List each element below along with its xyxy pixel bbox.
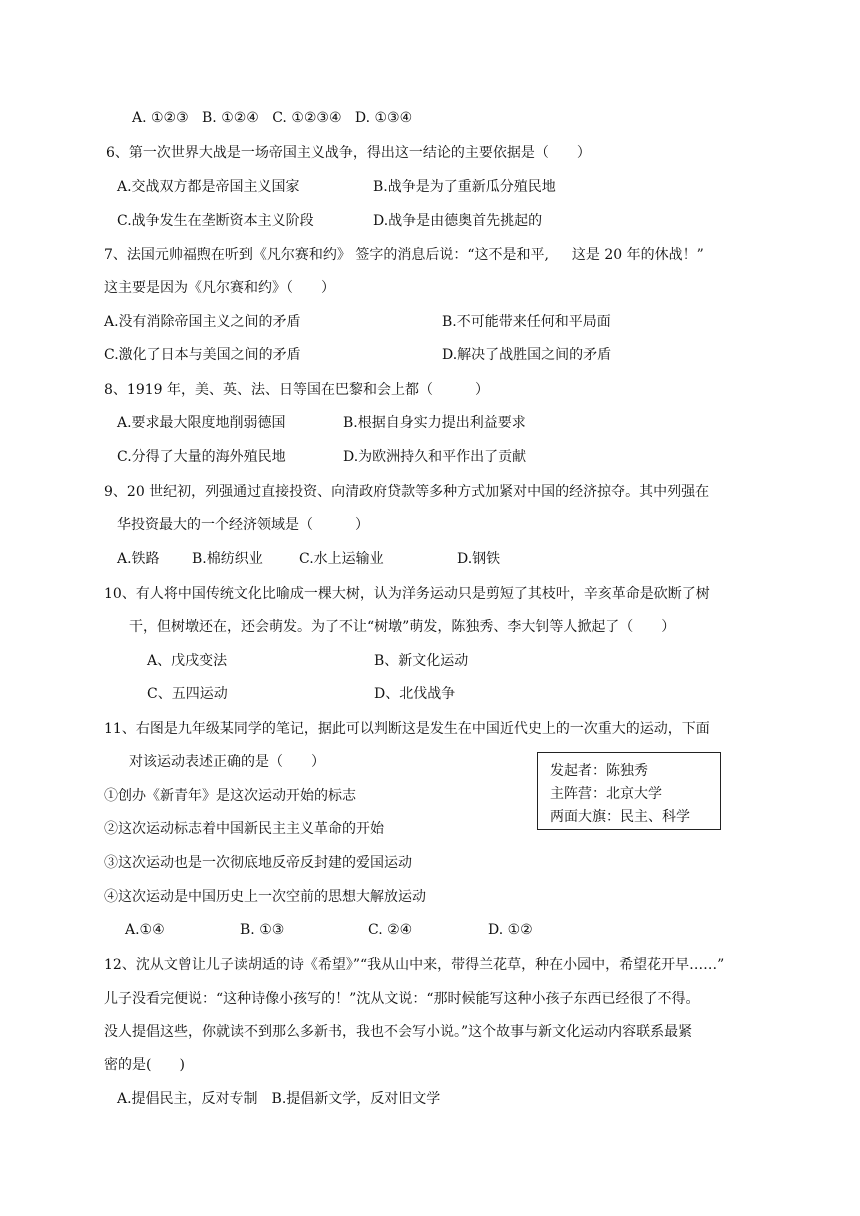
q9-stem-line1: 9、20 世纪初，列强通过直接投资、向清政府贷款等多种方式加紧对中国的经济掠夺。其中列强在	[104, 484, 710, 500]
q10-option-c: C、五四运动	[147, 686, 228, 702]
q11-option-d: D. ①②	[488, 922, 533, 938]
q10-option-d: D、北伐战争	[374, 686, 456, 702]
q7-stem-line2: 这主要是因为《凡尔赛和约》（ ）	[104, 280, 335, 296]
q10-stem-line1: 10、有人将中国传统文化比喻成一棵大树，认为洋务运动只是剪短了其枝叶，辛亥革命是砍断了树	[104, 586, 710, 602]
q11-option-c: C. ②④	[368, 922, 413, 938]
q11-stem-line2: 对该运动表述正确的是（ ）	[129, 754, 325, 770]
q11-stem-line1: 11、右图是九年级某同学的笔记，据此可以判断这是发生在中国近代史上的一次重大的运动，下面	[104, 721, 710, 737]
q9-option-a: A.铁路	[117, 551, 160, 567]
note-base: 主阵营：北京大学	[550, 786, 662, 802]
q7-stem-line1: 7、法国元帅福煦在听到《凡尔赛和约》 签字的消息后说：“这不是和平, 这是 20 年的休战！”	[104, 247, 704, 263]
note-initiator: 发起者：陈独秀	[550, 763, 648, 779]
q7-option-a: A.没有消除帝国主义之间的矛盾	[104, 314, 301, 330]
q8-option-c: C.分得了大量的海外殖民地	[117, 449, 286, 465]
q11-option-a: A.①④	[125, 922, 165, 938]
q11-option-b: B. ①③	[240, 922, 285, 938]
q12-options-ab: A.提倡民主，反对专制 B.提倡新文学，反对旧文学	[117, 1091, 441, 1107]
q8-option-d: D.为欧洲持久和平作出了贡献	[343, 449, 527, 465]
q8-stem: 8、1919 年，美、英、法、日等国在巴黎和会上都（ ）	[104, 382, 489, 398]
q7-option-b: B.不可能带来任何和平局面	[442, 314, 611, 330]
q11-statement-3: ③这次运动也是一次彻底地反帝反封建的爱国运动	[104, 855, 412, 871]
q11-statement-4: ④这次运动是中国历史上一次空前的思想大解放运动	[104, 889, 426, 905]
q5-options: A. ①②③ B. ①②④ C. ①②③④ D. ①③④	[132, 110, 413, 126]
q10-stem-line2: 干，但树墩还在，还会萌发。为了不让“树墩”萌发，陈独秀、李大钊等人掀起了（ ）	[129, 619, 676, 635]
q6-option-a: A.交战双方都是帝国主义国家	[117, 179, 300, 195]
q12-stem-line1: 12、沈从文曾让儿子读胡适的诗《希望》”“我从山中来，带得兰花草，种在小园中，希望花开早……”	[104, 957, 725, 973]
q9-option-d: D.钢铁	[457, 551, 501, 567]
q8-option-a: A.要求最大限度地削弱德国	[117, 415, 286, 431]
q6-stem: 6、第一次世界大战是一场帝国主义战争，得出这一结论的主要依据是（ ）	[106, 145, 591, 161]
q7-option-d: D.解决了战胜国之间的矛盾	[442, 347, 612, 363]
q9-option-b: B.棉纺织业	[192, 551, 263, 567]
q10-option-a: A、戊戌变法	[147, 653, 228, 669]
q12-stem-line2: 儿子没看完便说：“这种诗像小孩写的！”沈从文说：“那时候能写这种小孩子东西已经很了不得。	[104, 991, 700, 1007]
q11-statement-2: ②这次运动标志着中国新民主主义革命的开始	[104, 821, 384, 837]
q6-option-c: C.战争发生在垄断资本主义阶段	[117, 213, 314, 229]
q7-option-c: C.激化了日本与美国之间的矛盾	[104, 347, 301, 363]
q8-option-b: B.根据自身实力提出利益要求	[343, 415, 526, 431]
note-box	[537, 752, 721, 830]
q10-option-b: B、新文化运动	[374, 653, 469, 669]
q9-option-c: C.水上运输业	[299, 551, 384, 567]
q9-stem-line2: 华投资最大的一个经济领域是（ ）	[117, 517, 369, 533]
q12-stem-line4: 密的是( )	[104, 1057, 185, 1073]
note-banners: 两面大旗：民主、科学	[550, 809, 690, 825]
q11-statement-1: ①创办《新青年》是这次运动开始的标志	[104, 788, 356, 804]
q6-option-b: B.战争是为了重新瓜分殖民地	[373, 179, 556, 195]
q6-option-d: D.战争是由德奥首先挑起的	[373, 213, 543, 229]
q12-stem-line3: 没人提倡这些，你就读不到那么多新书，我也不会写小说。”这个故事与新文化运动内容联系最紧	[104, 1024, 693, 1040]
